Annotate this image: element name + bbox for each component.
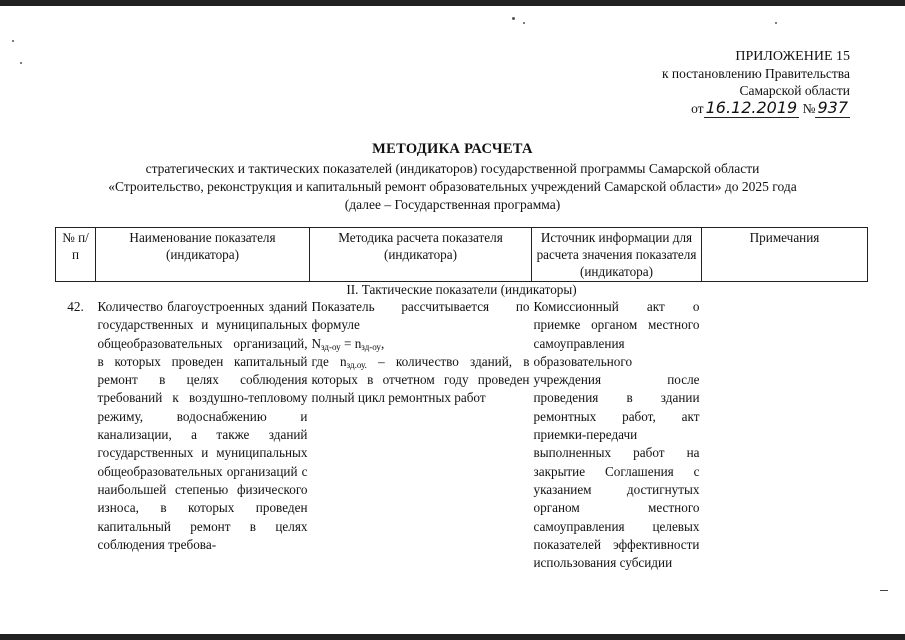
date-prefix: от	[691, 101, 704, 116]
appendix-region: Самарской области	[739, 83, 850, 98]
scan-mark	[880, 590, 888, 591]
row-indicator-name: Количество благоустроенных зданий государственных и муниципальных общеобразовательных организаций, в которых проведен капитальный ремонт в целях соблюдения требований к воздушно-тепловому режиму, водоснабжению и канализации, а также зданий государственных и муниципальных общеобразовательных организаций с наибольшей степенью физического износа, в которых проведен капитальный ремонт в целях соблюдения требова-	[97, 299, 308, 552]
scan-speck	[512, 17, 515, 20]
header-method: Методика расчета показателя (индикатора)	[310, 228, 532, 282]
appendix-title: ПРИЛОЖЕНИЕ 15	[735, 49, 850, 64]
scan-speck	[775, 22, 777, 24]
header-source: Источник информации для расчета значения показателя (индикатора)	[532, 228, 702, 282]
method-definition: где $n_{зд.оу.}$ – количество зданий, в которых в отчетном году проведен полный цикл ремонтных работ	[311, 353, 530, 406]
handwritten-number: 937	[817, 98, 848, 117]
subtitle-line-2: «Строительство, реконструкция и капитальный ремонт образовательных учреждений Самарской области» до 2025 года	[108, 179, 797, 194]
subtitle-line-3: (далее – Государственная программа)	[344, 197, 561, 212]
appendix-block	[662, 48, 850, 117]
method-intro: Показатель рассчитывается по формуле	[311, 299, 530, 333]
table-header-row	[56, 228, 868, 282]
header-notes: Примечания	[702, 228, 868, 282]
appendix-date-line	[662, 99, 850, 117]
scan-speck	[20, 62, 22, 64]
header-number: № п/п	[56, 228, 96, 282]
scan-border-top	[0, 0, 905, 6]
appendix-resolution: к постановлению Правительства	[661, 66, 850, 81]
section-row	[56, 282, 868, 299]
row-number: 42.	[67, 299, 84, 314]
method-formula: $N_{зд-оу} = n_{зд-оу}$,	[311, 335, 385, 352]
section-title: II. Тактические показатели (индикаторы)	[346, 282, 577, 297]
methodology-table	[55, 227, 868, 572]
scan-border-bottom	[0, 634, 905, 640]
scan-speck	[523, 22, 525, 24]
document-subtitle	[40, 160, 865, 214]
document-title: МЕТОДИКА РАСЧЕТА	[372, 141, 533, 157]
row-source: Комиссионный акт о приемке органом местного самоуправления образовательного учреждения после проведения в здании ремонтных работ, акт приемки-передачи выполненных работ на закрытие Соглашения с указанием достигнутых органом местного самоуправления целевых показателей эффективности использования субсидии	[533, 299, 700, 571]
number-prefix: №	[802, 101, 816, 116]
table-row	[56, 298, 868, 572]
handwritten-date: 16.12.2019	[705, 98, 798, 117]
row-notes	[702, 298, 868, 572]
subtitle-line-1: стратегических и тактических показателей (индикаторов) государственной программы Самарской области	[145, 161, 760, 176]
row-method	[310, 298, 532, 572]
header-indicator-name: Наименование показателя (индикатора)	[96, 228, 310, 282]
scan-speck	[12, 40, 14, 42]
